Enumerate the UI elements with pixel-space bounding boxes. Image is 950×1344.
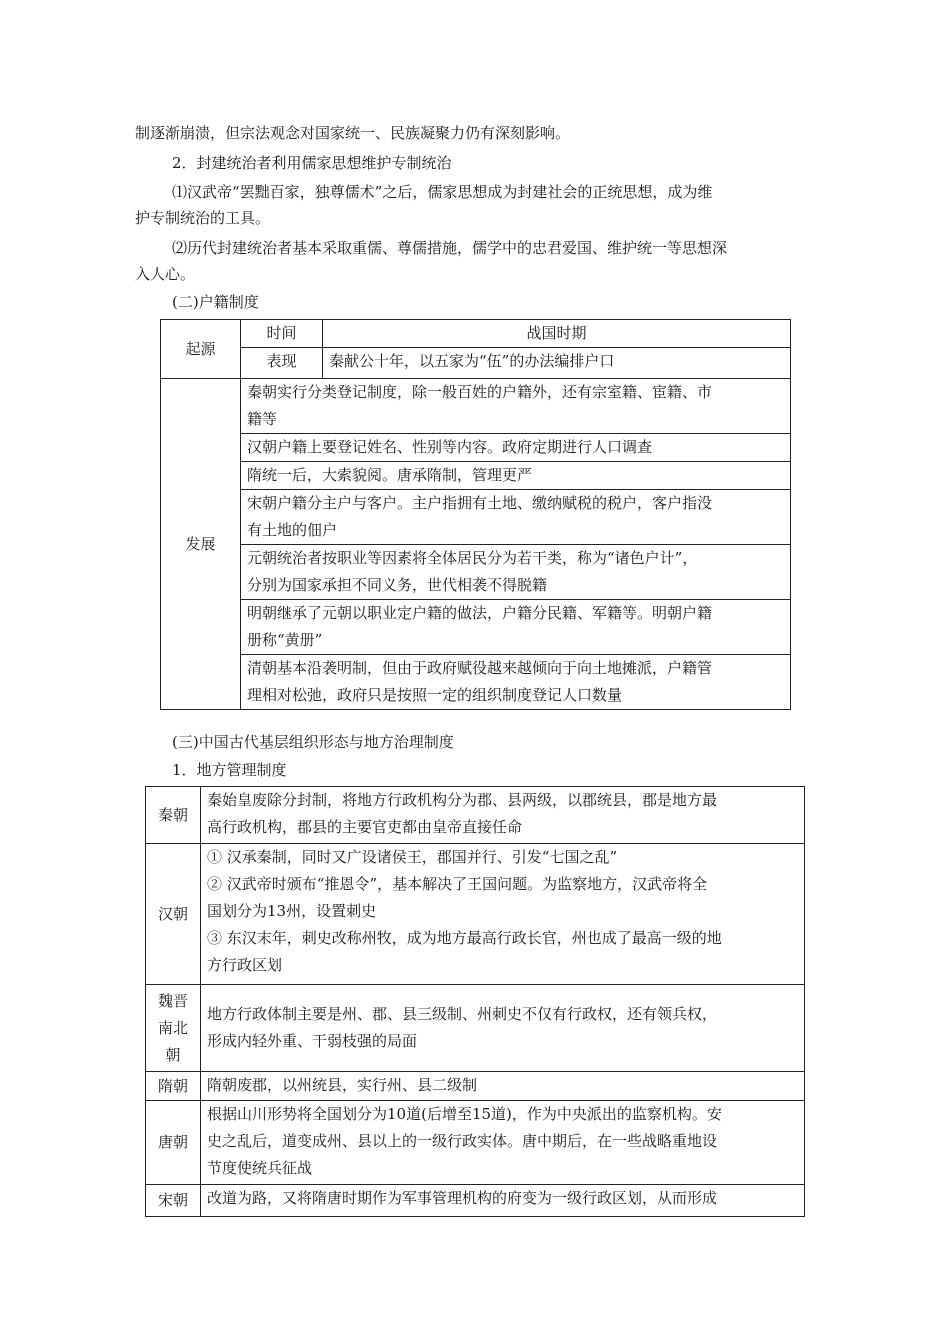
subpoint-1-line-1: ⑴汉武帝“罢黜百家，独尊儒术”之后，儒家思想成为封建社会的正统思想，成为维: [172, 183, 713, 201]
subpoint-1-line-2: 护专制统治的工具。: [135, 209, 271, 227]
description-line: 改道为路，又将隋唐时期作为军事管理机构的府变为一级行政区划，从而形成: [207, 1189, 718, 1207]
development-row: [241, 655, 791, 710]
description-line: 秦始皇废除分封制，将地方行政机构分为郡、县两级，以郡统县，郡是地方最: [207, 791, 718, 809]
dynasty-name: 魏晋: [157, 991, 188, 1010]
point-heading: 2．封建统治者利用儒家思想维护专制统治: [172, 154, 452, 172]
section-heading-hukou: (二)户籍制度: [172, 293, 259, 311]
dynasty-name: 秦朝: [157, 805, 188, 824]
development-row: [241, 600, 791, 655]
dynasty-description: [201, 1185, 805, 1217]
description-line: 高行政机构，郡县的主要官吏都由皇帝直接任命: [207, 818, 523, 836]
development-text: 宋朝户籍分主户与客户。主户指拥有土地、缴纳赋税的税户，客户指没: [247, 494, 713, 512]
development-text: 有土地的佃户: [247, 521, 338, 539]
development-text: 明朝继承了元朝以职业定户籍的做法，户籍分民籍、军籍等。明朝户籍: [247, 604, 713, 622]
description-line: ① 汉承秦制，同时又广设诸侯王，郡国并行、引发“七国之乱”: [207, 848, 618, 866]
subpoint-2-line-1: ⑵历代封建统治者基本采取重儒、尊儒措施，儒学中的忠君爱国、维护统一等思想深: [172, 239, 728, 257]
development-text: 册称“黄册”: [247, 631, 323, 649]
dynasty-description: [201, 844, 805, 985]
time-value: 战国时期: [323, 320, 791, 348]
hukou-table: [160, 319, 791, 710]
development-text: 理相对松弛，政府只是按照一定的组织制度登记人口数量: [247, 686, 623, 704]
time-label: 时间: [241, 320, 323, 348]
development-row: [241, 490, 791, 545]
show-value: 秦献公十年，以五家为“伍”的办法编排户口: [323, 348, 791, 379]
development-text: 汉朝户籍上要登记姓名、性别等内容。政府定期进行人口调查: [247, 438, 653, 456]
development-row: [241, 379, 791, 434]
dynasty-cell: [146, 1072, 201, 1101]
development-row: [241, 434, 791, 462]
section-heading-local: (三)中国古代基层组织形态与地方治理制度: [172, 733, 454, 751]
development-row: [241, 545, 791, 600]
dynasty-description: [201, 1101, 805, 1185]
development-label: 发展: [161, 379, 241, 710]
development-text: 隋统一后，大索貌阅。唐承隋制，管理更严: [247, 466, 533, 484]
dynasty-description: [201, 787, 805, 844]
dynasty-cell: [146, 844, 201, 985]
dynasty-cell: [146, 787, 201, 844]
description-line: ③ 东汉末年，刺史改称州牧，成为地方最高行政长官，州也成了最高一级的地: [207, 929, 722, 947]
development-text: 秦朝实行分类登记制度，除一般百姓的户籍外，还有宗室籍、宦籍、市: [247, 383, 713, 401]
origin-label: 起源: [161, 320, 241, 379]
dynasty-description: [201, 1072, 805, 1101]
description-line: 隋朝废郡，以州统县，实行州、县二级制: [207, 1076, 478, 1094]
local-admin-table: [145, 786, 805, 1217]
description-line: 地方行政体制主要是州、郡、县三级制、州刺史不仅有行政权，还有领兵权，: [207, 1005, 718, 1023]
description-line: ② 汉武帝时颁布“推恩令”，基本解决了王国问题。为监察地方，汉武帝将全: [207, 875, 708, 893]
dynasty-name: 隋朝: [157, 1076, 188, 1095]
dynasty-description: [201, 985, 805, 1072]
dynasty-cell: [146, 1101, 201, 1185]
show-label: 表现: [241, 348, 323, 379]
dynasty-name: 唐朝: [157, 1133, 188, 1151]
intro-line: 制逐渐崩溃，但宗法观念对国家统一、民族凝聚力仍有深刻影响。: [135, 124, 571, 142]
description-line: 节度使统兵征战: [207, 1159, 313, 1177]
dynasty-name: 汉朝: [157, 904, 188, 923]
development-row: [241, 462, 791, 490]
description-line: 方行政区划: [207, 956, 283, 974]
description-line: 国划分为13州，设置刺史: [207, 902, 377, 920]
dynasty-name: 宋朝: [157, 1191, 188, 1209]
subpoint-2-line-2: 入人心。: [135, 265, 196, 283]
description-line: 形成内轻外重、干弱枝强的局面: [207, 1032, 418, 1050]
subsection-heading: 1．地方管理制度: [172, 761, 287, 779]
dynasty-cell: [146, 985, 201, 1072]
development-text: 分别为国家承担不同义务，世代相袭不得脱籍: [247, 576, 548, 594]
dynasty-cell: [146, 1185, 201, 1217]
development-text: 籍等: [247, 410, 278, 428]
development-text: 清朝基本沿袭明制，但由于政府赋役越来越倾向于向土地摊派，户籍管: [247, 659, 713, 677]
description-line: 根据山川形势将全国划分为10道(后增至15道)，作为中央派出的监察机构。安: [207, 1105, 722, 1123]
dynasty-name: 南北: [157, 1018, 188, 1037]
dynasty-name: 朝: [165, 1045, 181, 1064]
development-text: 元朝统治者按职业等因素将全体居民分为若干类，称为“诸色户计”，: [247, 549, 698, 567]
description-line: 史之乱后，道变成州、县以上的一级行政实体。唐中期后，在一些战略重地设: [207, 1132, 718, 1150]
